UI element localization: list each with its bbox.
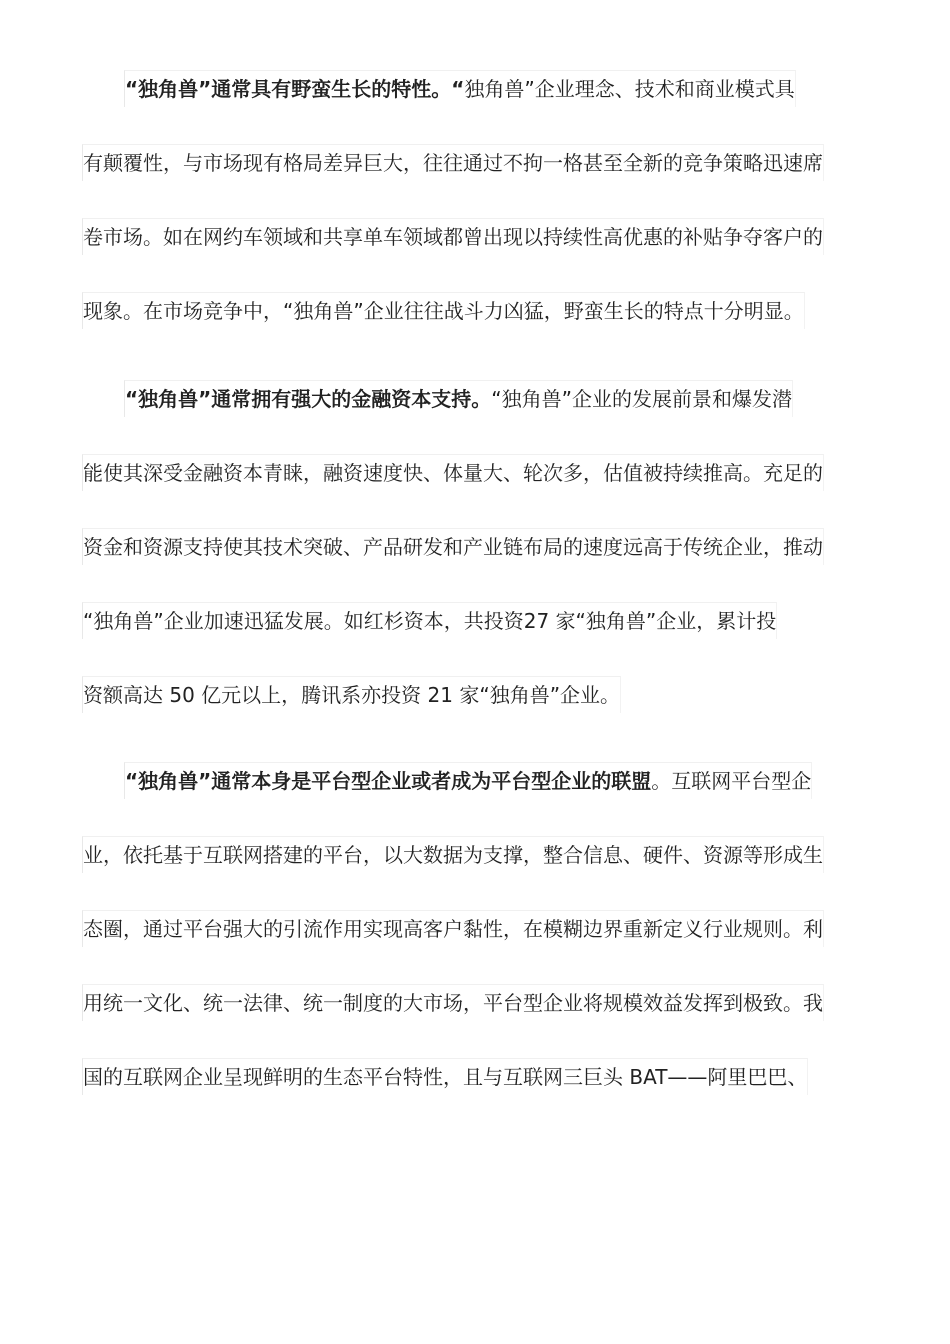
paragraph-2-line-5: 资额高达 50 亿元以上，腾讯系亦投资 21 家“独角兽”企业。 [82,676,621,713]
paragraph-2-line-2: 能使其深受金融资本青睐，融资速度快、体量大、轮次多，估值被持续推高。充足的 [82,454,824,491]
paragraph-3-line-5: 国的互联网企业呈现鲜明的生态平台特性，且与互联网三巨头 BAT——阿里巴巴、 [82,1058,808,1095]
paragraph-3-heading: “独角兽”通常本身是平台型企业或者成为平台型企业的联盟 [125,769,652,793]
paragraph-1-line-4: 现象。在市场竞争中，“独角兽”企业往往战斗力凶猛，野蛮生长的特点十分明显。 [82,292,805,329]
paragraph-1-line-1 [124,70,796,107]
paragraph-2-line-3: 资金和资源支持使其技术突破、产品研发和产业链布局的速度远高于传统企业，推动 [82,528,824,565]
paragraph-2-line-4: “独角兽”企业加速迅猛发展。如红杉资本，共投资27 家“独角兽”企业，累计投 [82,602,777,639]
paragraph-2-line-1 [124,380,793,417]
paragraph-3-line-1 [124,762,812,799]
paragraph-3-line-3: 态圈，通过平台强大的引流作用实现高客户黏性，在模糊边界重新定义行业规则。利 [82,910,824,947]
paragraph-3-line-4: 用统一文化、统一法律、统一制度的大市场，平台型企业将规模效益发挥到极致。我 [82,984,824,1021]
paragraph-1-line-3: 卷市场。如在网约车领域和共享单车领域都曾出现以持续性高优惠的补贴争夺客户的 [82,218,824,255]
paragraph-3-line-2: 业，依托基于互联网搭建的平台，以大数据为支撑，整合信息、硬件、资源等形成生 [82,836,824,873]
paragraph-2-heading: “独角兽”通常拥有强大的金融资本支持。 [125,387,492,411]
paragraph-1-text: 独角兽”企业理念、技术和商业模式具 [464,77,795,101]
paragraph-2-text: “独角兽”企业的发展前景和爆发潜 [491,387,793,411]
paragraph-3-text: 。互联网平台型企 [651,769,812,793]
paragraph-1-line-2: 有颠覆性，与市场现有格局差异巨大，往往通过不拘一格甚至全新的竞争策略迅速席 [82,144,824,181]
paragraph-1-heading: “独角兽”通常具有野蛮生长的特性。“ [125,77,465,101]
